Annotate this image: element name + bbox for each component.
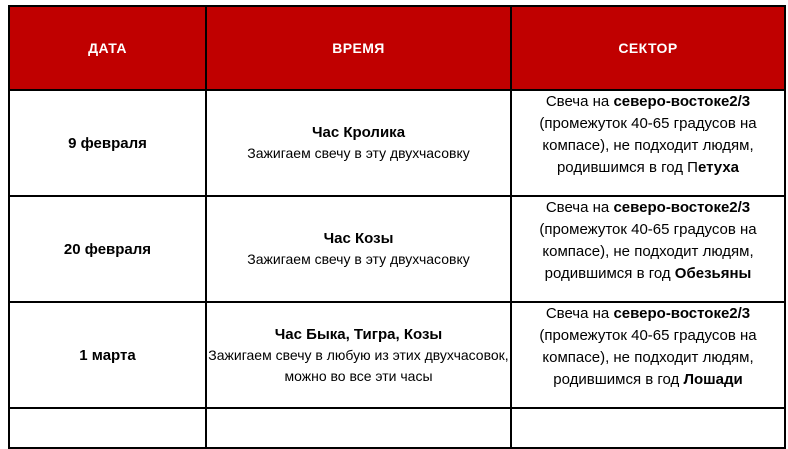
time-cell <box>206 90 511 196</box>
sector-line-3: компасе), не подходит людям, <box>542 137 754 154</box>
sector-cell <box>511 196 785 302</box>
time-cell <box>206 302 511 408</box>
time-title: Час Козы <box>323 230 394 247</box>
sector-cell <box>511 302 785 408</box>
time-note: Зажигаем свечу в любую из этих двухчасовок, <box>208 346 509 363</box>
sector-line-3: компасе), не подходит людям, <box>542 349 754 366</box>
date-cell <box>9 408 206 448</box>
sector-year-bold: Обезьяны <box>674 265 752 282</box>
sector-line-1: Свеча на северо-востоке2/3 <box>545 199 751 216</box>
candle-schedule-table <box>8 5 786 449</box>
sector-line-4: родившимся в год Петуха <box>556 159 740 176</box>
time-cell <box>206 196 511 302</box>
sector-line-2: (промежуток 40-65 градусов на <box>539 221 757 238</box>
date-cell <box>9 90 206 196</box>
table-row-partial <box>9 408 785 448</box>
candle-schedule-table-wrap <box>8 5 784 449</box>
sector-direction-bold: северо-востоке2/3 <box>613 199 751 216</box>
sector-line-4: родившимся в год Обезьяны <box>544 265 752 282</box>
table-row <box>9 196 785 302</box>
sector-direction-bold: северо-востоке2/3 <box>613 305 751 322</box>
time-note: Зажигаем свечу в эту двухчасовку <box>247 145 470 161</box>
sector-line-2: (промежуток 40-65 градусов на <box>539 327 757 344</box>
header-cell-time: ВРЕМЯ <box>206 6 511 90</box>
sector-year-bold: етуха <box>697 159 740 176</box>
date-cell <box>9 302 206 408</box>
sector-line-4: родившимся в год Лошади <box>553 371 743 388</box>
sector-cell <box>511 408 785 448</box>
table-header-row <box>9 6 785 90</box>
time-title: Час Кролика <box>311 124 406 141</box>
date-text: 20 февраля <box>63 240 152 258</box>
sector-line-1: Свеча на северо-востоке2/3 <box>545 305 751 322</box>
sector-line-1: Свеча на северо-востоке2/3 <box>545 93 751 110</box>
header-cell-sector: СЕКТОР <box>511 6 785 90</box>
time-title: Час Быка, Тигра, Козы <box>274 325 443 343</box>
table-row <box>9 90 785 196</box>
header-cell-date: ДАТА <box>9 6 206 90</box>
sector-line-2: (промежуток 40-65 градусов на <box>539 115 757 132</box>
time-cell <box>206 408 511 448</box>
table-row <box>9 302 785 408</box>
sector-year-bold: Лошади <box>683 371 743 388</box>
sector-cell <box>511 90 785 196</box>
date-text: 1 марта <box>79 346 136 364</box>
date-cell <box>9 196 206 302</box>
sector-line-3: компасе), не подходит людям, <box>542 243 754 260</box>
time-note-2: можно во все эти часы <box>284 367 433 384</box>
date-text: 9 февраля <box>68 134 147 152</box>
time-note: Зажигаем свечу в эту двухчасовку <box>247 251 470 267</box>
sector-direction-bold: северо-востоке2/3 <box>613 93 751 110</box>
